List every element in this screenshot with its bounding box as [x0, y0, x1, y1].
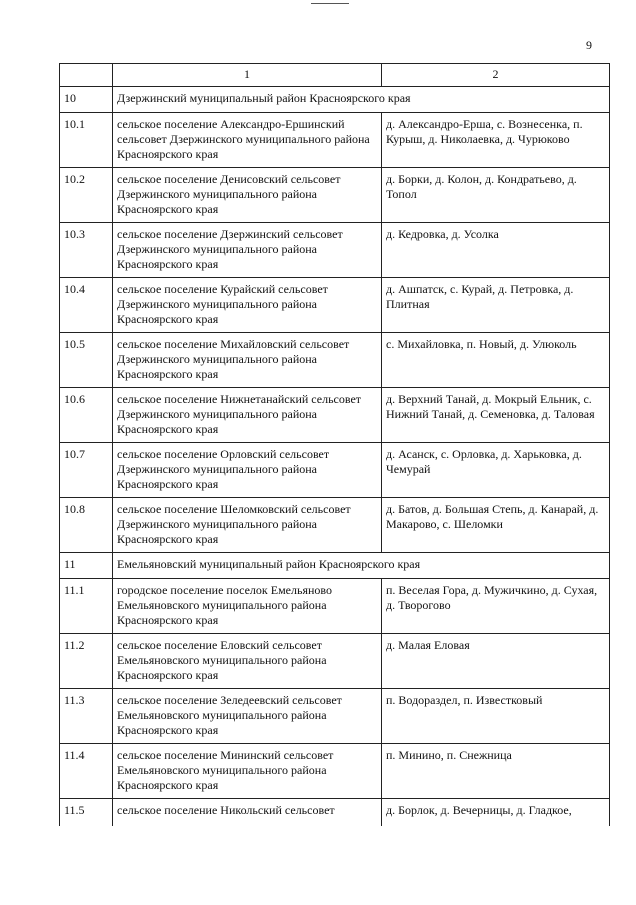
settlement-name: сельское поселение Еловский сельсовет Емельяновского муниципального района Красноярского края	[113, 634, 382, 689]
header-cell-1: 1	[113, 64, 382, 87]
table-header-row	[60, 64, 610, 87]
places-list: д. Малая Еловая	[382, 634, 610, 689]
places-list: д. Асанск, с. Орловка, д. Харьковка, д. Чемурай	[382, 443, 610, 498]
settlements-table	[59, 63, 610, 826]
table-row	[60, 498, 610, 553]
settlement-name: сельское поселение Александро-Ершинский сельсовет Дзержинского муниципального района Красноярского края	[113, 113, 382, 168]
header-cell-number	[60, 64, 113, 87]
district-row	[60, 87, 610, 113]
row-number: 11.5	[60, 799, 113, 827]
table-row	[60, 689, 610, 744]
settlement-name: сельское поселение Зеледеевский сельсовет Емельяновского муниципального района Красноярского края	[113, 689, 382, 744]
places-list: д. Александро-Ерша, с. Вознесенка, п. Курыш, д. Николаевка, д. Чурюково	[382, 113, 610, 168]
table-row	[60, 223, 610, 278]
page-number: 9	[586, 38, 592, 52]
places-list: д. Борлок, д. Вечерницы, д. Гладкое,	[382, 799, 610, 827]
row-number: 10	[60, 87, 113, 113]
settlement-name: городское поселение поселок Емельяново Емельяновского муниципального района Красноярского края	[113, 579, 382, 634]
settlement-name: сельское поселение Денисовский сельсовет Дзержинского муниципального района Красноярского края	[113, 168, 382, 223]
places-list: д. Батов, д. Большая Степь, д. Канарай, д. Макарово, с. Шеломки	[382, 498, 610, 553]
row-number: 10.6	[60, 388, 113, 443]
row-number: 10.3	[60, 223, 113, 278]
settlement-name: сельское поселение Михайловский сельсовет Дзержинского муниципального района Красноярского края	[113, 333, 382, 388]
row-number: 10.5	[60, 333, 113, 388]
row-number: 11	[60, 553, 113, 579]
places-list: п. Веселая Гора, д. Мужичкино, д. Сухая, д. Творогово	[382, 579, 610, 634]
places-list: с. Михайловка, п. Новый, д. Улюколь	[382, 333, 610, 388]
table-row	[60, 579, 610, 634]
table-row	[60, 388, 610, 443]
settlement-name: сельское поселение Курайский сельсовет Дзержинского муниципального района Красноярского края	[113, 278, 382, 333]
table-row	[60, 113, 610, 168]
settlement-name: сельское поселение Мининский сельсовет Емельяновского муниципального района Красноярского края	[113, 744, 382, 799]
table-row	[60, 278, 610, 333]
row-number: 11.4	[60, 744, 113, 799]
row-number: 10.8	[60, 498, 113, 553]
table-row	[60, 799, 610, 827]
row-number: 10.1	[60, 113, 113, 168]
places-list: д. Борки, д. Колон, д. Кондратьево, д. Топол	[382, 168, 610, 223]
header-cell-2: 2	[382, 64, 610, 87]
row-number: 11.1	[60, 579, 113, 634]
row-number: 10.7	[60, 443, 113, 498]
table-row	[60, 443, 610, 498]
table-row	[60, 333, 610, 388]
table-row	[60, 634, 610, 689]
settlement-name: сельское поселение Орловский сельсовет Дзержинского муниципального района Красноярского края	[113, 443, 382, 498]
places-list: п. Минино, п. Снежница	[382, 744, 610, 799]
settlement-name: сельское поселение Никольский сельсовет	[113, 799, 382, 827]
row-number: 11.2	[60, 634, 113, 689]
table-row	[60, 168, 610, 223]
places-list: д. Верхний Танай, д. Мокрый Ельник, с. Нижний Танай, д. Семеновка, д. Таловая	[382, 388, 610, 443]
district-name: Емельяновский муниципальный район Красноярского края	[113, 553, 610, 579]
row-number: 11.3	[60, 689, 113, 744]
places-list: д. Кедровка, д. Усолка	[382, 223, 610, 278]
places-list: п. Водораздел, п. Известковый	[382, 689, 610, 744]
district-name: Дзержинский муниципальный район Красноярского края	[113, 87, 610, 113]
top-mark	[311, 0, 349, 4]
settlement-name: сельское поселение Нижнетанайский сельсовет Дзержинского муниципального района Красноярского края	[113, 388, 382, 443]
settlement-name: сельское поселение Шеломковский сельсовет Дзержинского муниципального района Красноярского края	[113, 498, 382, 553]
settlement-name: сельское поселение Дзержинский сельсовет Дзержинского муниципального района Красноярского края	[113, 223, 382, 278]
district-row	[60, 553, 610, 579]
row-number: 10.4	[60, 278, 113, 333]
row-number: 10.2	[60, 168, 113, 223]
places-list: д. Ашпатск, с. Курай, д. Петровка, д. Плитная	[382, 278, 610, 333]
table-row	[60, 744, 610, 799]
